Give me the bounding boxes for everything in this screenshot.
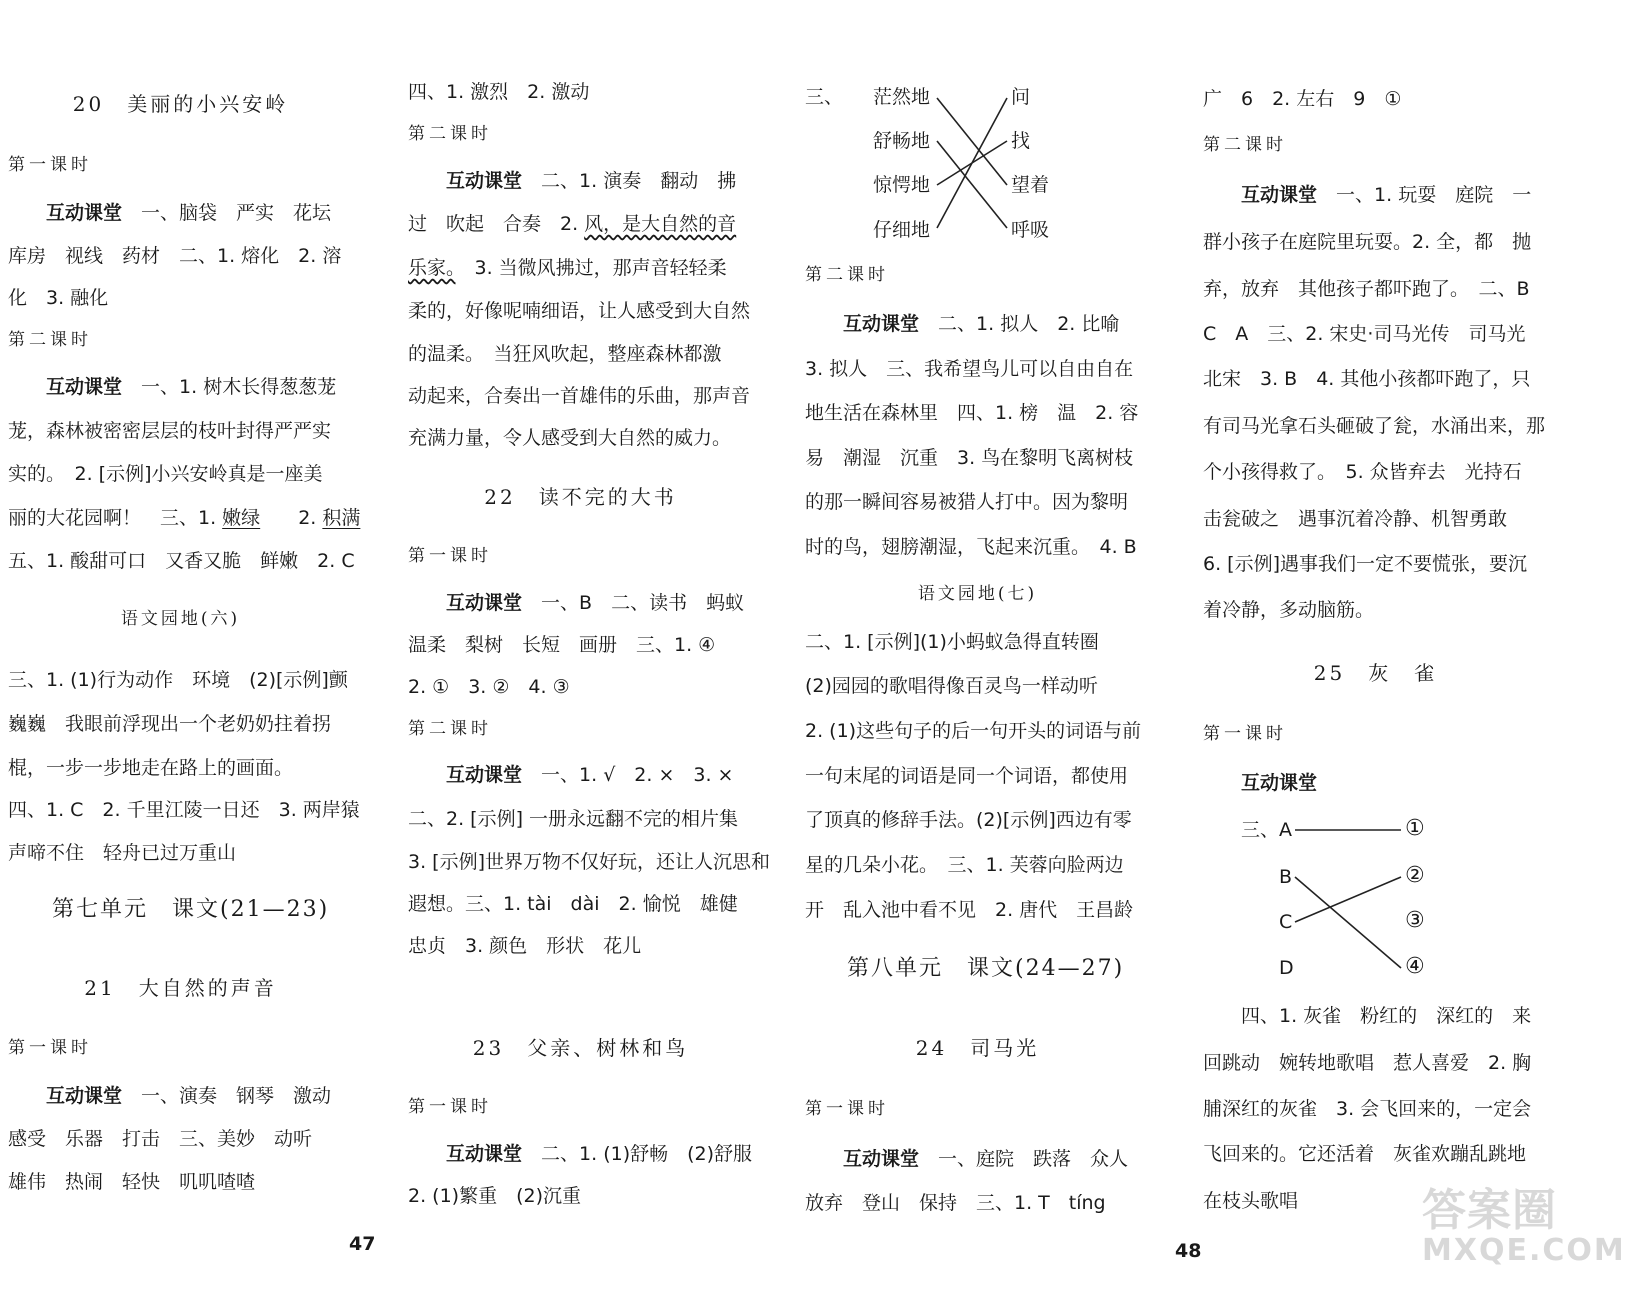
match-left-word: 惊愕地 [873,174,931,196]
answer-text: 二、1. (1)舒畅 (2)舒服 [541,1143,753,1165]
watermark-url: MXQE.COM [1422,1233,1626,1268]
answer-line: 着冷静，多动脑筋。 [1203,599,1375,621]
match-letter: A [1279,819,1292,841]
match-heading: 三、 [1241,819,1280,841]
underlined-word: 嫩绿 [222,507,261,529]
answer-line [46,374,336,400]
match-right-word: 呼吸 [1011,219,1050,241]
answer-line: 棍，一步一步地走在路上的画面。 [8,757,294,779]
matching-lines [1203,0,1583,1000]
answer-line: 一句末尾的词语是同一个词语，都使用 [805,765,1129,787]
answer-line [446,590,744,616]
answer-line: (2)园园的歌唱得像百灵鸟一样动听 [805,675,1098,697]
answer-line: 广 6 2. 左右 9 ① [1203,88,1402,110]
answer-text: 一、脑袋 严实 花坛 [141,202,332,224]
answer-line: 化 3. 融化 [8,287,109,309]
answer-line: 开 乱入池中看不见 2. 唐代 王昌龄 [805,899,1134,921]
answer-line: 时的鸟，翅膀潮湿，飞起来沉重。 4. B [805,536,1137,558]
answer-line: 柔的，好像呢喃细语，让人感受到大自然 [408,300,751,322]
wavy-underlined-text: 乐家。 [408,257,456,279]
unit-7-heading: 第七单元 课文(21—23) [52,897,330,922]
answer-column-4 [1203,0,1583,1299]
match-number: ④ [1405,954,1425,979]
answer-line [8,505,360,531]
answer-line: 弃，放弃 其他孩子都吓跑了。 二、B [1203,278,1530,300]
match-letter: D [1279,957,1294,979]
match-left-word: 仔细地 [873,219,931,241]
answer-line: 2. ① 3. ② 4. ③ [408,676,570,698]
wavy-underlined-text: 风，是大自然的音 [584,213,737,235]
match-number: ③ [1405,908,1425,933]
answer-line: 动起来，合奏出一首雄伟的乐曲，那声音 [408,385,751,407]
answer-line: 3. [示例]世界万物不仅好玩，还让人沉思和 [408,851,770,873]
lesson-22-title: 22 读不完的大书 [484,485,677,509]
match-line [937,141,1007,228]
answer-text: 3. 当微风拂过，那声音轻轻柔 [455,257,727,279]
answer-line: 2. (1)繁重 (2)沉重 [408,1185,581,1207]
watermark [1422,1185,1626,1268]
answer-line: 四、1. 灰雀 粉红的 深红的 来 [1241,1005,1532,1027]
answer-line: 充满力量，令人感受到大自然的威力。 [408,427,732,449]
section-heading: 第一课时 [8,155,92,175]
match-heading: 三、 [805,86,844,108]
section-heading: 第二课时 [408,124,492,144]
answer-line: 的那一瞬间容易被猎人打中。因为黎明 [805,491,1129,513]
section-heading: 第二课时 [8,330,92,350]
answer-text: 一、B 二、读书 蚂蚁 [541,592,745,614]
answer-line [408,211,736,237]
match-letter: B [1279,866,1293,888]
underlined-word: 积满 [322,507,361,529]
answer-line: 了顶真的修辞手法。(2)[示例]西边有零 [805,809,1132,831]
match-number: ① [1405,816,1425,841]
answer-line: 6. [示例]遇事我们一定不要慌张，要沉 [1203,553,1527,575]
section-heading: 第一课时 [8,1038,92,1058]
answer-line: 北宋 3. B 4. 其他小孩都吓跑了，只 [1203,368,1531,390]
answer-text: 一、1. 玩耍 庭院 一 [1336,184,1532,206]
answer-line: 四、1. 激烈 2. 激动 [408,81,590,103]
answer-text: 过 吹起 合奏 2. [408,213,585,235]
page-number: 47 [349,1233,376,1255]
answer-line: 雄伟 热闹 轻快 叽叽喳喳 [8,1171,256,1193]
section-label: 互动课堂 [843,313,920,335]
answer-text: 一、1. 树木长得葱葱茏 [141,376,337,398]
match-right-word: 找 [1011,130,1031,152]
answer-line: C A 三、2. 宋史·司马光传 司马光 [1203,323,1526,345]
answer-column-1 [8,0,388,1299]
match-letter: C [1279,911,1293,933]
section-heading: 第二课时 [1203,135,1287,155]
answer-line: 二、1. [示例](1)小蚂蚁急得直转圈 [805,631,1099,653]
unit-8-heading: 第八单元 课文(24—27) [847,956,1125,981]
match-line [1295,877,1401,968]
answer-line: 回跳动 婉转地歌唱 惹人喜爱 2. 胸 [1203,1052,1532,1074]
section-label: 互动课堂 [46,376,123,398]
matching-lines [805,0,1185,260]
section-heading: 第一课时 [1203,724,1287,744]
answer-line: 忠贞 3. 颜色 形状 花儿 [408,935,642,957]
answer-line: 个小孩得救了。 5. 众皆弃去 光持石 [1203,461,1522,483]
lesson-20-title: 20 美丽的小兴安岭 [72,92,289,116]
answer-line: 放弃 登山 保持 三、1. T tíng [805,1192,1106,1214]
answer-line: 巍巍 我眼前浮现出一个老奶奶拄着拐 [8,713,332,735]
answer-line: 3. 拟人 三、我希望鸟儿可以自由自在 [805,358,1134,380]
lesson-21-title: 21 大自然的声音 [84,976,277,1000]
section-heading: 第一课时 [805,1099,889,1119]
watermark-logo-text: 答案圈 [1422,1185,1557,1236]
answer-line [46,200,331,226]
match-number: ② [1405,863,1425,888]
answer-line: 在枝头歌唱 [1203,1190,1299,1212]
section-label: 互动课堂 [446,170,523,192]
answer-line [446,168,736,194]
answer-text: 一、演奏 钢琴 激动 [141,1085,332,1107]
section-heading: 第二课时 [408,719,492,739]
section-heading: 第二课时 [805,265,889,285]
match-right-word: 问 [1011,86,1031,108]
section-heading: 第一课时 [408,546,492,566]
answer-line: 地生活在森林里 四、1. 榜 温 2. 容 [805,402,1139,424]
answer-text: 二、1. 演奏 翻动 拂 [541,170,737,192]
lesson-25-title: 25 灰 雀 [1313,661,1438,685]
section-label: 互动课堂 [1241,184,1318,206]
answer-line: 易 潮湿 沉重 3. 鸟在黎明飞离树枝 [805,447,1134,469]
section-label: 互动课堂 [46,1085,123,1107]
answer-line: 二、2. [示例] 一册永远翻不完的相片集 [408,808,739,830]
answer-line [446,762,733,788]
page-number: 48 [1175,1240,1202,1262]
match-left-word: 茫然地 [873,86,931,108]
answer-text: 一、1. √ 2. × 3. × [541,764,734,786]
answer-line: 击瓮破之 遇事沉着冷静、机智勇敢 [1203,508,1508,530]
answer-line: 实的。 2. [示例]小兴安岭真是一座美 [8,463,323,485]
answer-text: 2. [260,507,323,529]
answer-line: 五、1. 酸甜可口 又香又脆 鲜嫩 2. C [8,550,355,572]
section-label: 互动课堂 [46,202,123,224]
answer-text: 丽的大花园啊！ 三、1. [8,507,223,529]
answer-line: 温柔 梨树 长短 画册 三、1. ④ [408,634,716,656]
answer-text: 一、庭院 跌落 众人 [938,1148,1129,1170]
answer-line: 星的几朵小花。 三、1. 芙蓉向脸两边 [805,854,1124,876]
answer-column-2 [408,0,788,1299]
answer-line [843,311,1119,337]
section-label-text: 互动课堂 [1241,772,1318,794]
match-line [1295,877,1401,922]
answer-line: 的温柔。 当狂风吹起，整座森林都激 [408,343,722,365]
answer-line: 四、1. C 2. 千里江陵一日还 3. 两岸猿 [8,799,360,821]
answer-column-3 [805,0,1185,1299]
yuwen-yuandi-6-title: 语文园地(六) [120,609,241,629]
section-label: 互动课堂 [843,1148,920,1170]
answer-line: 库房 视线 药材 二、1. 熔化 2. 溶 [8,245,342,267]
section-label: 互动课堂 [446,592,523,614]
match-right-word: 望着 [1011,174,1050,196]
answer-text: 二、1. 拟人 2. 比喻 [938,313,1120,335]
answer-line [843,1146,1128,1172]
lesson-23-title: 23 父亲、树林和鸟 [472,1036,689,1060]
answer-line: 茏，森林被密密层层的枝叶封得严严实 [8,420,332,442]
answer-line [408,255,727,281]
answer-line: 声啼不住 轻舟已过万重山 [8,842,237,864]
section-label: 互动课堂 [446,764,523,786]
match-left-word: 舒畅地 [873,130,931,152]
answer-line: 2. (1)这些句子的后一句开头的词语与前 [805,720,1142,742]
section-label: 互动课堂 [446,1143,523,1165]
match-line [937,98,1007,185]
section-heading: 第一课时 [408,1097,492,1117]
answer-line: 三、1. (1)行为动作 环境 (2)[示例]颤 [8,669,348,691]
answer-line: 飞回来的。它还活着 灰雀欢蹦乱跳地 [1203,1143,1527,1165]
answer-line: 感受 乐器 打击 三、美妙 动听 [8,1128,313,1150]
answer-line: 有司马光拿石头砸破了瓮，水涌出来，那 [1203,415,1546,437]
yuwen-yuandi-7-title: 语文园地(七) [917,584,1038,604]
answer-line: 脯深红的灰雀 3. 会飞回来的，一定会 [1203,1098,1532,1120]
answer-line: 群小孩子在庭院里玩耍。2. 全，都 抛 [1203,231,1532,253]
answer-line: 遐想。三、1. tài dài 2. 愉悦 雄健 [408,893,738,915]
answer-line [46,1083,331,1109]
lesson-24-title: 24 司马光 [915,1036,1040,1060]
match-line [937,98,1007,228]
answer-line [446,1141,752,1167]
